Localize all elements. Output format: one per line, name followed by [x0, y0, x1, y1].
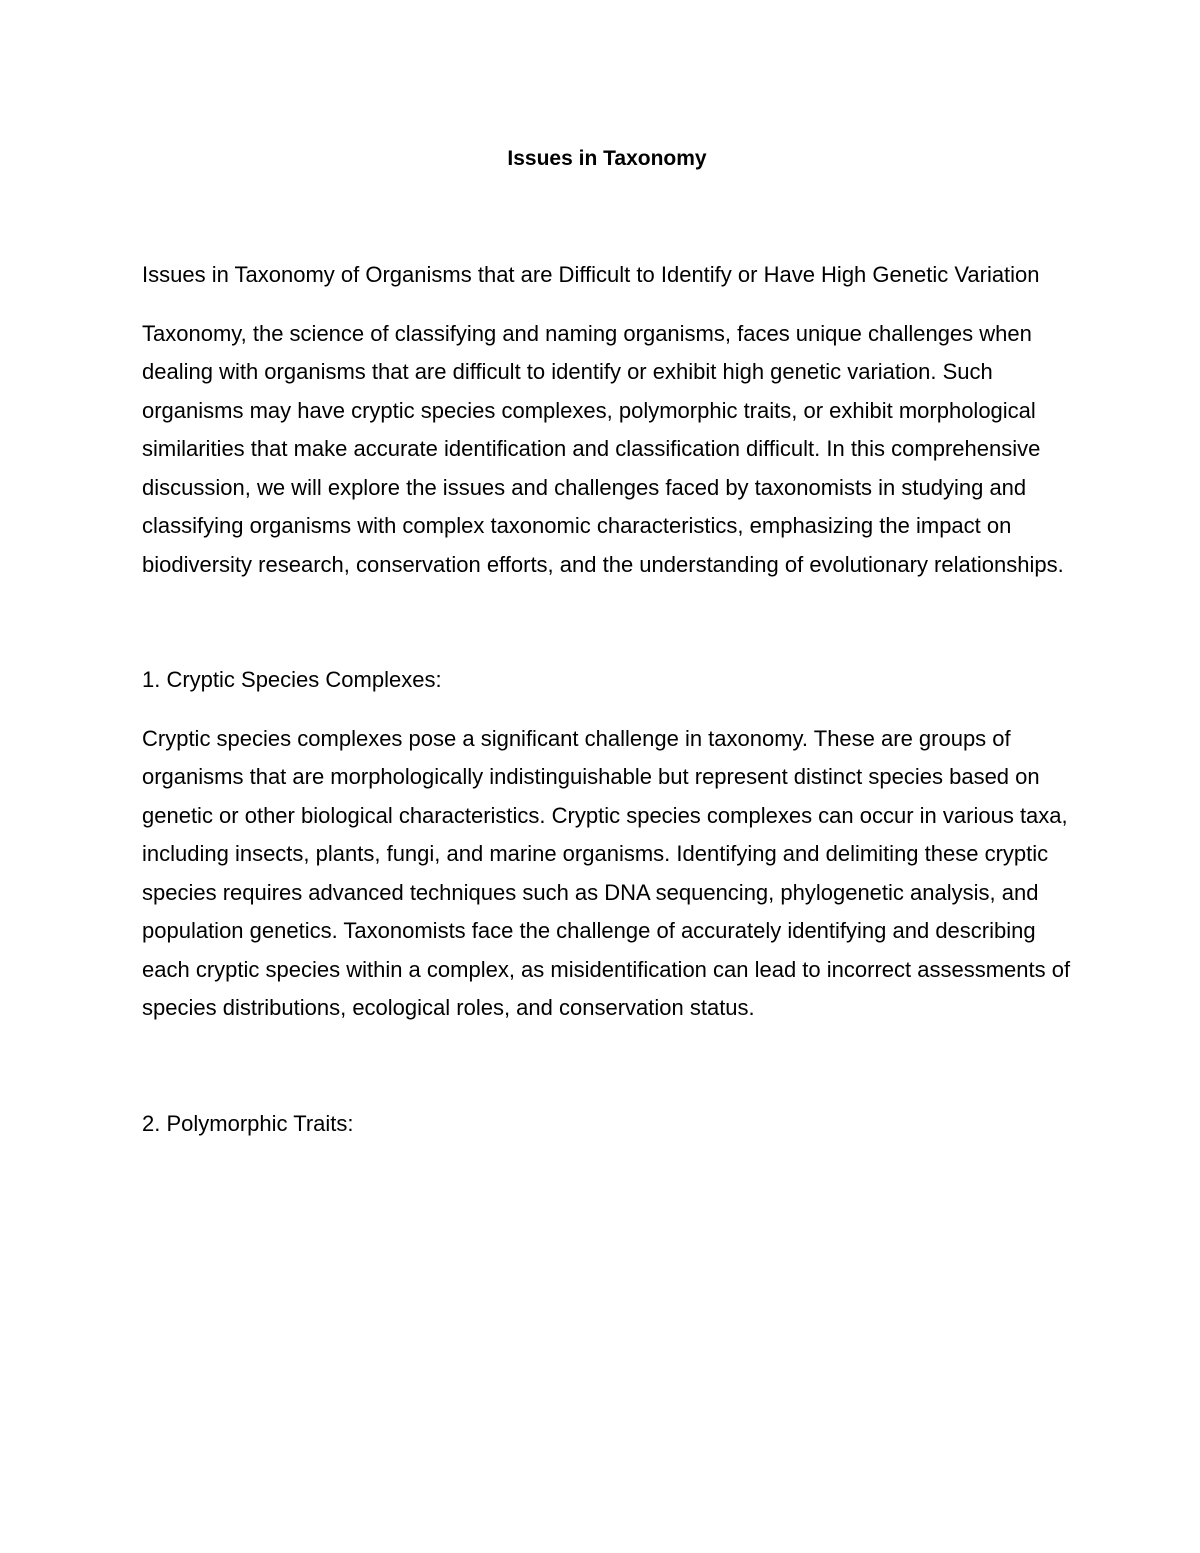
spacer: [142, 604, 1072, 661]
document-content: [142, 140, 1072, 1163]
section-heading-polymorphic-traits: 2. Polymorphic Traits:: [142, 1110, 354, 1136]
document-title: Issues in Taxonomy: [507, 147, 707, 170]
section-heading-cryptic-species: 1. Cryptic Species Complexes:: [142, 667, 442, 692]
spacer: [142, 1048, 1072, 1105]
document-subtitle: Issues in Taxonomy of Organisms that are Difficult to Identify or Have High Genetic Variation: [142, 262, 1040, 287]
intro-paragraph: Taxonomy, the science of classifying and naming organisms, faces unique challenges when dealing with organisms that are difficult to identify or exhibit high genetic variation. Such organisms may have cryptic species complexes, polymorphic traits, or exhibit morphological similarities that make accurate identification and classification difficult. In this comprehensive discussion, we will explore the issues and challenges faced by taxonomists in studying and classifying organisms with complex taxonomic characteristics, emphasizing the impact on biodiversity research, conservation efforts, and the understanding of evolutionary relationships.: [142, 320, 1064, 577]
section-body-cryptic-species: Cryptic species complexes pose a significant challenge in taxonomy. These are groups of organisms that are morphologically indistinguishable but represent distinct species based on genetic or other biological characteristics. Cryptic species complexes can occur in various taxa, including insects, plants, fungi, and marine organisms. Identifying and delimiting these cryptic species requires advanced techniques such as DNA sequencing, phylogenetic analysis, and population genetics. Taxonomists face the challenge of accurately identifying and describing each cryptic species within a complex, as misidentification can lead to incorrect assessments of species distributions, ecological roles, and conservation status.: [142, 725, 1071, 1020]
